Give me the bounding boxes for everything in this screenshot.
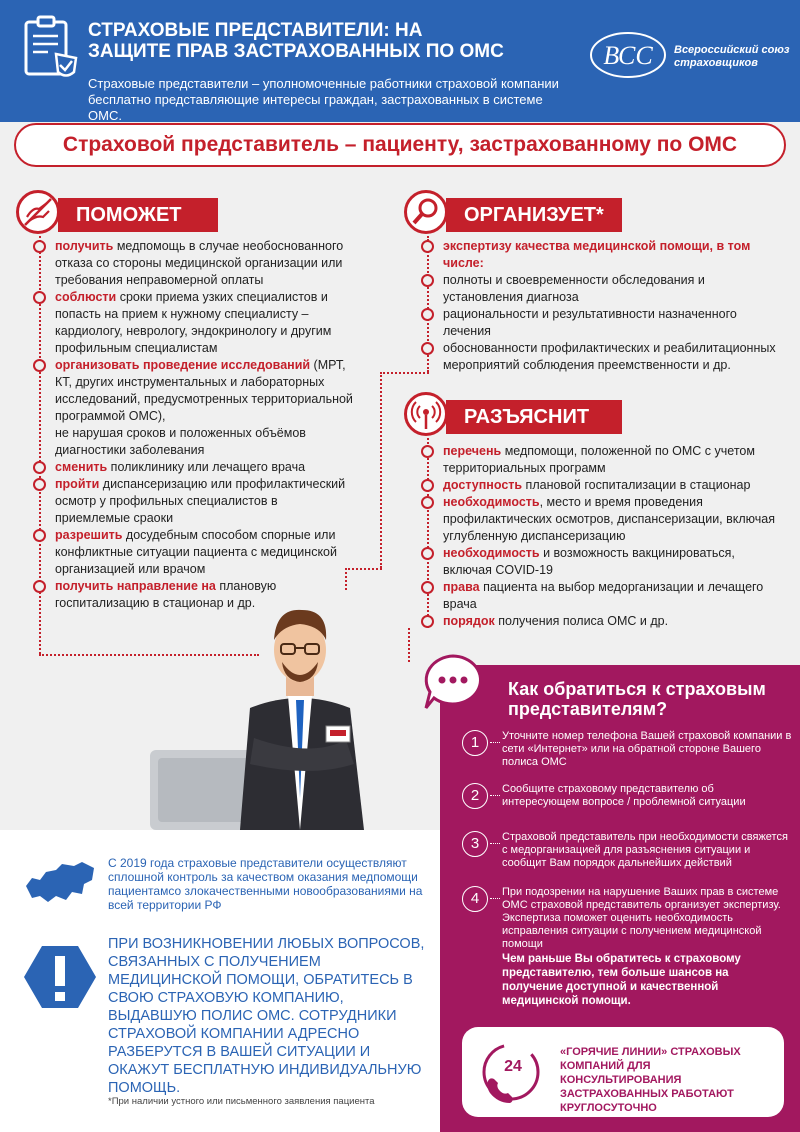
control-info-text: С 2019 года страховые представители осуществляют сплошной контроль за качеством оказания медпомощи пациентамсо злокачественными новообразованиями на всей территории РФ: [108, 856, 423, 912]
logo-letters: ВСС: [603, 41, 653, 70]
main-title: Страховой представитель – пациенту, застрахованному по ОМС: [14, 123, 786, 167]
organize-connector-v2: [345, 568, 347, 590]
list-item: организовать проведение исследований (МРТ, КТ, других инструментальных и лабораторных исследований, предусмотренных территориальной программой ОМС), не нарушая сроков и положенных объёмов диагностики заболевания: [33, 357, 353, 459]
header: [0, 0, 800, 122]
section-explain-heading: РАЗЪЯСНИТ: [446, 400, 622, 434]
chat-bubble-icon: [420, 652, 486, 712]
logo-text: Всероссийский союз страховщиков: [674, 44, 790, 69]
organize-connector-h2: [345, 568, 382, 570]
step-number: 4: [462, 886, 488, 912]
list-item: рациональности и результативности назначенного лечения: [421, 306, 781, 340]
organize-connector-v: [380, 372, 382, 568]
list-item: права пациента на выбор медорганизации и лечащего врача: [421, 579, 781, 613]
phone-24-icon: [480, 1041, 542, 1103]
contact-steps: [462, 730, 792, 951]
list-item: соблюсти сроки приема узких специалистов и попасть на прием к нужному специалисту – кардиологу, неврологу, эндокринологу и другим профильным специалистам: [33, 289, 353, 357]
list-item: доступность плановой госпитализации в стационар: [421, 477, 781, 494]
help-list: [33, 238, 353, 612]
step-number: 1: [462, 730, 488, 756]
list-item: порядок получения полиса ОМС и др.: [421, 613, 781, 630]
vss-logo: [588, 30, 668, 80]
hotline-text: «ГОРЯЧИЕ ЛИНИИ» СТРАХОВЫХ КОМПАНИЙ ДЛЯ КОНСУЛЬТИРОВАНИЯ ЗАСТРАХОВАННЫХ РАБОТАЮТ КРУГЛОСУТОЧНО: [560, 1046, 741, 1114]
contact-title: Как обратиться к страховым представителям?: [508, 679, 766, 719]
warning-text: ПРИ ВОЗНИКНОВЕНИИ ЛЮБЫХ ВОПРОСОВ, СВЯЗАННЫХ С ПОЛУЧЕНИЕМ МЕДИЦИНСКОЙ ПОМОЩИ, ОБРАТИТЕСЬ В СВОЮ СТРАХОВУЮ КОМПАНИЮ, ВЫДАВШУЮ ПОЛИС ОМС. СОТРУДНИКИ СТРАХОВОЙ КОМПАНИИ АДРЕСНО РАЗБЕРУТСЯ В ВАШЕЙ СИТУАЦИИ И ОКАЖУТ БЕСПЛАТНУЮ ИНДИВИДУАЛЬНУЮ ПОМОЩЬ.: [108, 936, 425, 1096]
list-item: пройти диспансеризацию или профилактический осмотр у профильных специалистов в приемлемые сраоки: [33, 476, 353, 527]
list-item: перечень медпомощи, положенной по ОМС с учетом территориальных программ: [421, 443, 781, 477]
step-number: 3: [462, 831, 488, 857]
clipboard-check-icon: [22, 14, 78, 80]
list-item: экспертизу качества медицинской помощи, в том числе:: [421, 238, 781, 272]
footnote: *При наличии устного или письменного заявления пациента: [108, 1096, 375, 1107]
section-help-heading: ПОМОЖЕТ: [58, 198, 218, 232]
list-item: полноты и своевременности обследования и установления диагноза: [421, 272, 781, 306]
step-1: 1 Уточните номер телефона Вашей страховой компании в сети «Интернет» или на обратной стороне Вашего полиса ОМС: [462, 730, 792, 769]
contact-bold-note: Чем раньше Вы обратитесь к страховому представителю, тем больше шансов на получение доступной и качественной медицинской помощи.: [502, 953, 741, 1007]
hotline-box: [462, 1027, 784, 1117]
explain-list: [421, 443, 781, 630]
broadcast-icon: [404, 392, 448, 436]
list-item: сменить поликлинику или лечащего врача: [33, 459, 353, 476]
section-organize-heading: ОРГАНИЗУЕТ*: [446, 198, 622, 232]
step-number: 2: [462, 783, 488, 809]
magnifier-icon: [404, 190, 448, 234]
warning-icon: [22, 942, 98, 1012]
list-item: необходимость, место и время проведения профилактических осмотров, диспансеризации, включая углубленную диспансеризацию: [421, 494, 781, 545]
representative-illustration: [150, 588, 440, 830]
header-description: Страховые представители – уполномоченные работники страховой компании бесплатно представляющие интересы граждан, застрахованных в системе ОМС.: [88, 76, 559, 123]
list-item: разрешить досудебным способом спорные или конфликтные ситуации пациента с медицинской организацией или врачом: [33, 527, 353, 578]
header-title: СТРАХОВЫЕ ПРЕДСТАВИТЕЛИ: НА ЗАЩИТЕ ПРАВ ЗАСТРАХОВАННЫХ ПО ОМС: [88, 20, 504, 62]
step-4: 4 При подозрении на нарушение Ваших прав в системе ОМС страховой представитель организует экспертизу. Экспертиза поможет оценить необходимость исправления ситуации с получением медицинской помощи: [462, 886, 792, 951]
russia-map-icon: [22, 858, 98, 908]
list-item: необходимость и возможность вакцинироваться, включая COVID-19: [421, 545, 781, 579]
list-item: получить медпомощь в случае необоснованного отказа со стороны медицинской организации или требования неправомерной оплаты: [33, 238, 353, 289]
hotline-badge: 24: [504, 1058, 522, 1075]
list-item: получить направление на плановую госпитализацию в стационар и др.: [33, 578, 353, 612]
list-item: обоснованности профилактических и реабилитационных мероприятий соблюдения преемственности и др.: [421, 340, 781, 374]
step-2: 2 Сообщите страховому представителю об интересующем вопросе / проблемной ситуации: [462, 783, 792, 809]
organize-list: [421, 238, 781, 374]
step-3: 3 Страховой представитель при необходимости свяжется с медорганизацией для разъяснения ситуации и сообщит Вам порядок дальнейших действий: [462, 831, 792, 870]
hands-icon: [16, 190, 60, 234]
